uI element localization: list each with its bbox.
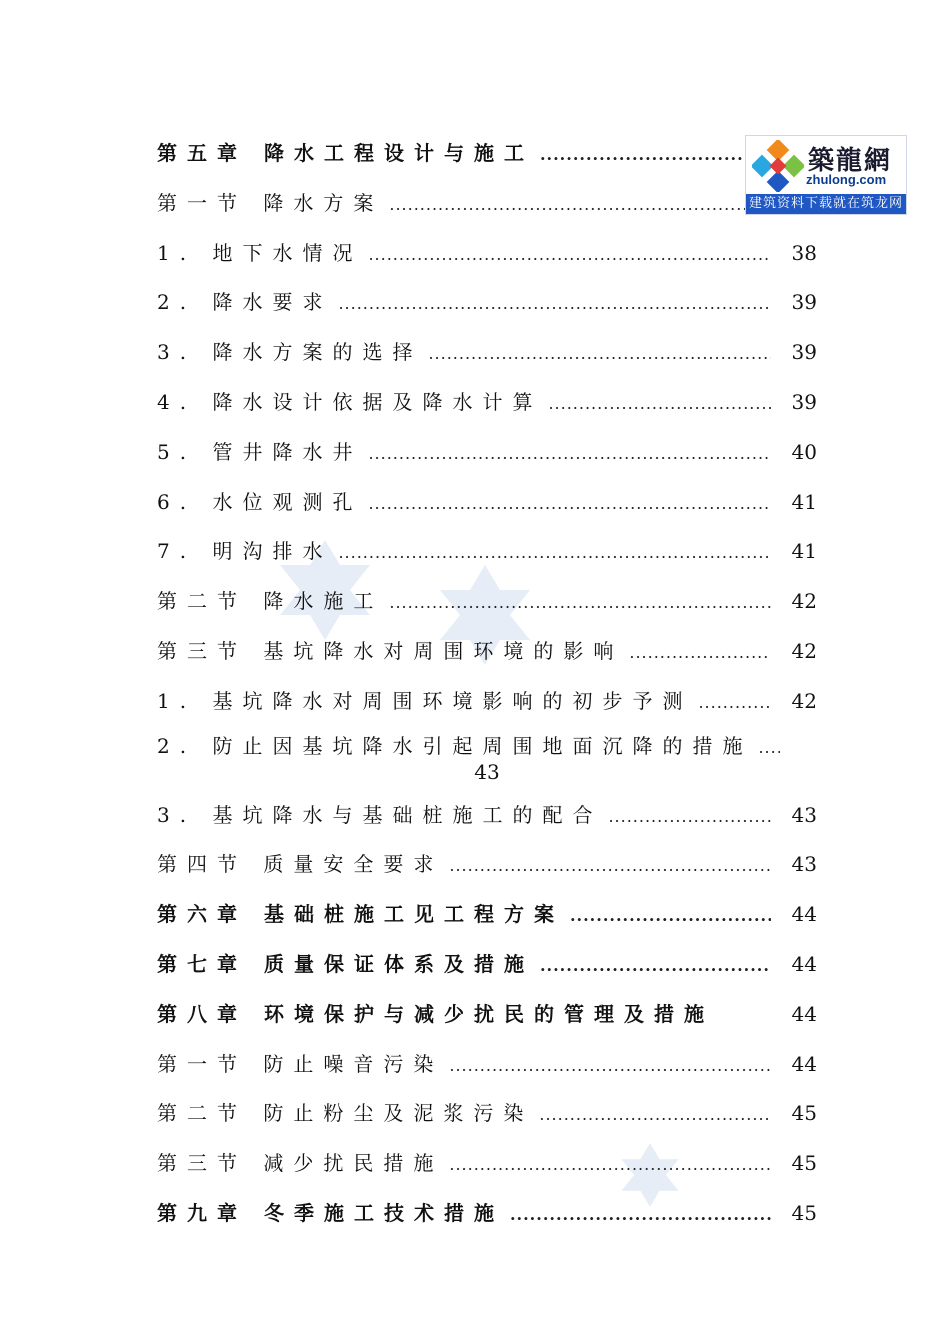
toc-leader-dots — [758, 735, 780, 761]
toc-entry-page: 38 — [791, 240, 817, 265]
toc-entry-label: 第四节 质量安全要求 — [157, 852, 444, 877]
toc-entry[interactable] — [157, 846, 817, 896]
toc-leader-dots — [368, 486, 771, 522]
logo-banner: 建筑资料下载就在筑龙网 — [746, 194, 906, 214]
toc-entry[interactable] — [157, 135, 817, 185]
toc-entry[interactable] — [157, 185, 817, 235]
toc-entry-page: 45 — [791, 1101, 817, 1126]
toc-entry-label: 第五章 降水工程设计与施工 — [157, 141, 534, 165]
toc-leader-dots — [338, 535, 771, 571]
toc-entry-label: 2. 降水要求 — [157, 290, 333, 315]
toc-entry-page: 39 — [791, 290, 817, 315]
toc-entry-label: 第二节 降水施工 — [157, 589, 384, 614]
toc-leader-dots — [449, 1048, 771, 1084]
toc-entry[interactable] — [157, 996, 817, 1046]
toc-entry[interactable] — [157, 434, 817, 484]
toc-entry-label: 3. 基坑降水与基础桩施工的配合 — [157, 802, 603, 827]
toc-entry-page: 42 — [791, 589, 817, 614]
toc-entry-label: 5. 管井降水井 — [157, 439, 363, 464]
toc-entry-page: 41 — [791, 539, 817, 564]
toc-entry-page: 39 — [791, 389, 817, 414]
toc-entry-page: 44 — [791, 1051, 817, 1076]
toc-entry-label: 1. 基坑降水对周围环境影响的初步予测 — [157, 688, 693, 713]
zhulong-logo[interactable] — [745, 135, 907, 215]
toc-entry[interactable] — [157, 946, 817, 996]
toc-entry[interactable] — [157, 334, 817, 384]
toc-entry-page: 43 — [791, 802, 817, 827]
toc-entry[interactable] — [157, 896, 817, 946]
toc-entry[interactable] — [157, 533, 817, 583]
logo-emblem-icon — [752, 140, 804, 192]
toc-entry-label: 第一节 降水方案 — [157, 190, 384, 215]
toc-entry[interactable] — [157, 797, 817, 847]
logo-url: zhulong.com — [806, 172, 887, 187]
toc-leader-dots — [389, 187, 771, 223]
toc-leader-dots — [449, 848, 771, 884]
toc-leader-dots — [608, 799, 771, 835]
toc-entry-label: 1. 地下水情况 — [157, 240, 363, 265]
toc-entry-label: 第三节 基坑降水对周围环境的影响 — [157, 638, 624, 663]
toc-entry-page: 42 — [791, 638, 817, 663]
toc-entry[interactable] — [157, 384, 817, 434]
toc-leader-dots — [570, 898, 771, 934]
toc-leader-dots — [540, 948, 771, 984]
toc-entry-page: 41 — [791, 489, 817, 514]
toc-entry-label: 7. 明沟排水 — [157, 539, 333, 564]
toc-entry[interactable] — [157, 1095, 817, 1145]
toc-entry[interactable] — [157, 484, 817, 534]
toc-entry-label: 2. 防止因基坑降水引起周围地面沉降的措施 — [157, 733, 753, 758]
toc-leader-dots — [368, 436, 771, 472]
toc-entry-label: 第三节 减少扰民措施 — [157, 1151, 444, 1176]
toc-entry-label: 第九章 冬季施工技术措施 — [157, 1200, 504, 1225]
toc-entry-label: 6. 水位观测孔 — [157, 489, 363, 514]
toc-entry-page: 44 — [791, 951, 817, 976]
toc-entry[interactable] — [157, 1145, 817, 1195]
toc-entry-page: 44 — [791, 1001, 817, 1026]
toc-entry-label: 第一节 防止噪音污染 — [157, 1051, 444, 1076]
toc-entry[interactable] — [157, 235, 817, 285]
toc-entry[interactable] — [157, 633, 817, 683]
toc-leader-dots — [389, 585, 771, 621]
toc-entry-page: 43 — [791, 852, 817, 877]
toc-leader-dots — [540, 137, 771, 173]
toc-entry-page: 45 — [791, 1200, 817, 1225]
toc-entry-page: 42 — [791, 688, 817, 713]
toc-leader-dots — [368, 237, 771, 273]
toc-entry-label: 4. 降水设计依据及降水计算 — [157, 389, 543, 414]
toc-leader-dots — [629, 635, 771, 671]
toc-entry-page: 45 — [791, 1151, 817, 1176]
toc-leader-dots — [539, 1097, 771, 1133]
toc-entry-label: 3. 降水方案的选择 — [157, 340, 423, 365]
toc-entry-label: 第七章 质量保证体系及措施 — [157, 951, 534, 976]
toc-entry[interactable] — [157, 1195, 817, 1245]
toc-entry-page: 43 — [474, 759, 500, 784]
toc-leader-dots — [338, 286, 771, 322]
toc-entry-page: 44 — [791, 902, 817, 927]
toc-entry[interactable] — [157, 284, 817, 334]
table-of-contents — [157, 135, 817, 1245]
toc-entry[interactable] — [157, 1046, 817, 1096]
toc-leader-dots — [548, 386, 771, 422]
toc-leader-dots — [510, 1197, 771, 1233]
toc-entry[interactable] — [157, 733, 817, 797]
logo-name: 築龍網 — [808, 146, 893, 176]
toc-leader-dots — [698, 685, 771, 721]
toc-entry-page: 39 — [791, 340, 817, 365]
toc-entry[interactable] — [157, 683, 817, 733]
toc-entry[interactable] — [157, 583, 817, 633]
toc-leader-dots — [449, 1147, 771, 1183]
toc-entry-page: 40 — [791, 439, 817, 464]
toc-leader-dots — [428, 336, 771, 372]
toc-entry-label: 第八章 环境保护与减少扰民的管理及措施 — [157, 1001, 714, 1026]
toc-entry-label: 第六章 基础桩施工见工程方案 — [157, 902, 564, 927]
toc-entry-label: 第二节 防止粉尘及泥浆污染 — [157, 1101, 534, 1126]
